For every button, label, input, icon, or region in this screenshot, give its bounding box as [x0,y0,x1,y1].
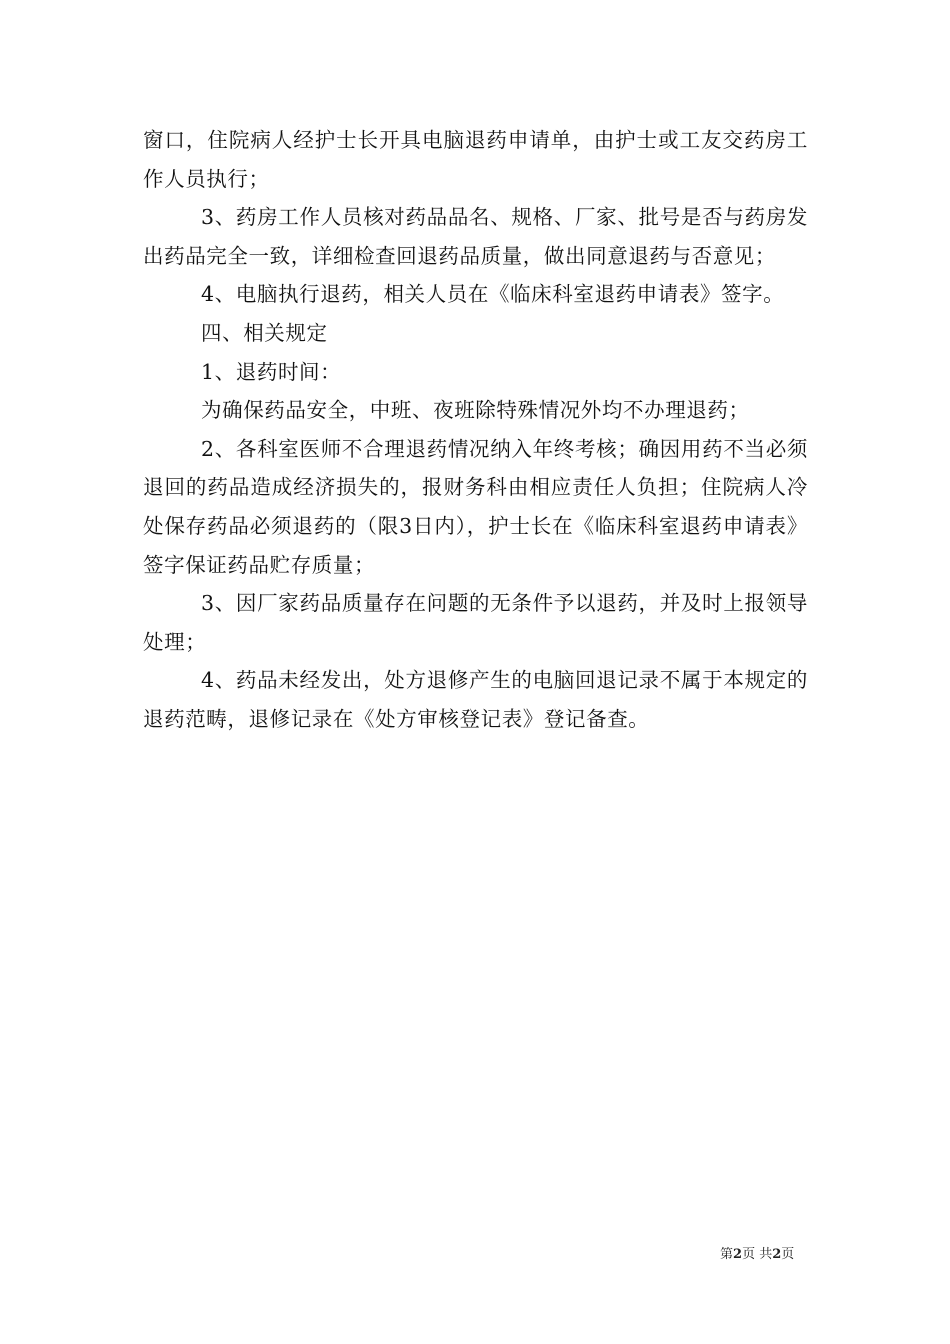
paragraph: 为确保药品安全，中班、夜班除特殊情况外均不办理退药； [201,398,750,423]
paragraph: 1、退药时间： [201,359,342,384]
footer-middle: 页 共 [742,1247,773,1262]
footer-prefix: 第 [720,1247,734,1262]
document-body [143,121,808,739]
paragraph: 4、电脑执行退药，相关人员在《临床科室退药申请表》签字。 [201,282,785,307]
paragraph: 4、药品未经发出，处方退修产生的电脑回退记录不属于本规定的退药范畴，退修记录在《处方审核登记表》登记备查。 [143,668,808,731]
paragraph: 窗口，住院病人经护士长开具电脑退药申请单，由护士或工友交药房工作人员执行； [143,128,808,191]
paragraph: 2、各科室医师不合理退药情况纳入年终考核；确因用药不当必须退回的药品造成经济损失的，报财务科由相应责任人负担；住院病人冷处保存药品必须退药的（限3日内），护士长在《临床科室退药申请表》签字保证药品贮存质量； [143,436,808,577]
footer-suffix: 页 [781,1247,795,1262]
section-heading: 四、相关规定 [201,320,328,345]
page-footer [720,1247,794,1263]
footer-total-pages: 2 [772,1247,782,1262]
paragraph: 3、药房工作人员核对药品品名、规格、厂家、批号是否与药房发出药品完全一致，详细检查回退药品质量，做出同意退药与否意见； [143,205,808,268]
paragraph: 3、因厂家药品质量存在问题的无条件予以退药，并及时上报领导处理； [143,591,808,654]
footer-current-page: 2 [733,1247,743,1262]
